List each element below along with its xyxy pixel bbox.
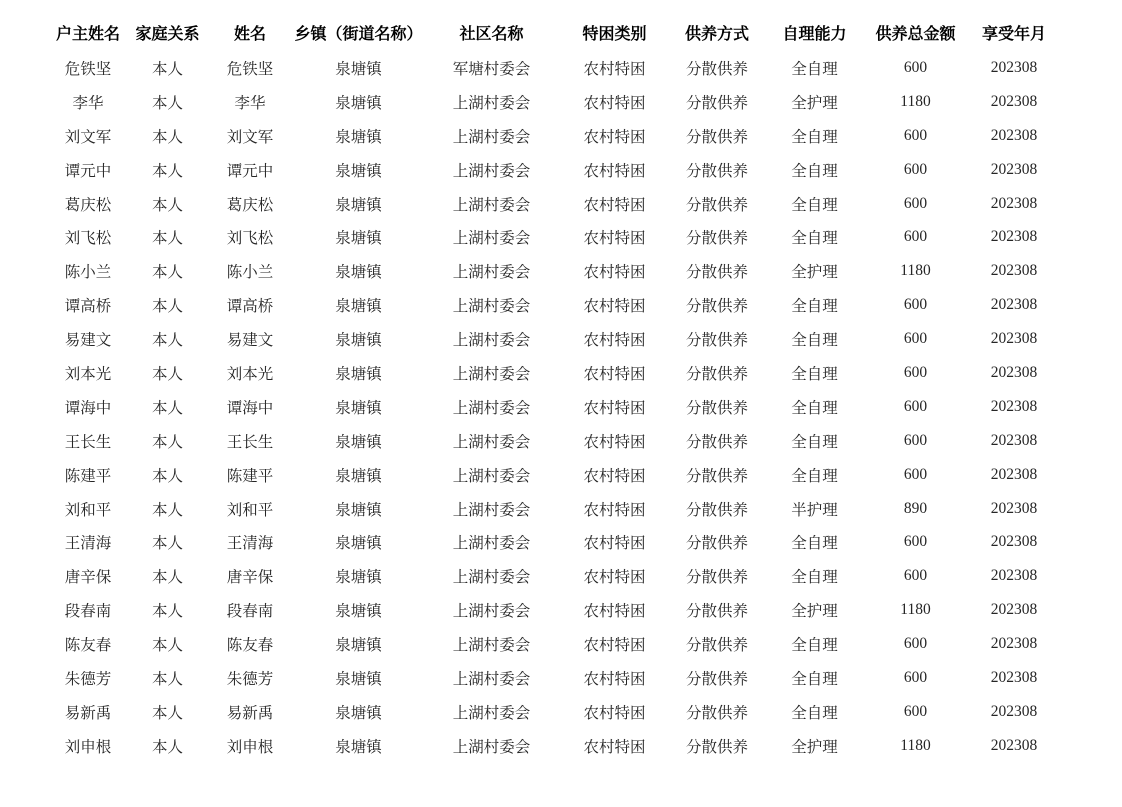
cell-benefit-year-month: 202308: [990, 262, 1038, 280]
cell-total-support-amount: 600: [903, 431, 928, 449]
cell-township: 泉塘镇: [335, 60, 382, 78]
cell-poverty-category: 农村特困: [583, 298, 646, 316]
cell-household-head-name: 易建文: [64, 332, 112, 350]
cell-family-relation: 本人: [151, 569, 183, 587]
cell-poverty-category: 农村特困: [583, 399, 646, 417]
cell-township: 泉塘镇: [335, 399, 382, 417]
cell-self-care-ability: 全自理: [791, 196, 838, 214]
cell-family-relation: 本人: [151, 128, 183, 146]
cell-total-support-amount: 600: [903, 533, 928, 551]
cell-self-care-ability: 全自理: [791, 60, 838, 78]
cell-community-name: 上湖村委会: [452, 162, 531, 180]
cell-support-method: 分散供养: [685, 298, 748, 316]
cell-benefit-year-month: 202308: [990, 397, 1038, 415]
cell-community-name: 上湖村委会: [452, 264, 531, 282]
cell-self-care-ability: 全自理: [791, 399, 838, 417]
cell-total-support-amount: 600: [903, 397, 928, 415]
cell-household-head-name: 唐辛保: [64, 569, 112, 587]
cell-household-head-name: 王清海: [64, 535, 112, 553]
cell-total-support-amount: 1180: [900, 92, 931, 110]
table-row: [47, 390, 1061, 424]
cell-person-name: 刘申根: [226, 738, 274, 756]
cell-person-name: 谭海中: [226, 399, 274, 417]
cell-benefit-year-month: 202308: [990, 431, 1038, 449]
column-header-poverty-category: 特困类别: [582, 26, 647, 43]
cell-family-relation: 本人: [151, 94, 183, 112]
cell-person-name: 朱德芳: [226, 670, 274, 688]
column-header-household-head-name: 户主姓名: [55, 26, 120, 43]
table-row: [47, 119, 1061, 153]
cell-total-support-amount: 600: [903, 194, 928, 212]
table-row: [47, 288, 1061, 322]
cell-poverty-category: 农村特困: [583, 196, 646, 214]
cell-poverty-category: 农村特困: [583, 128, 646, 146]
cell-benefit-year-month: 202308: [990, 296, 1038, 314]
cell-benefit-year-month: 202308: [990, 702, 1038, 720]
table-row: [47, 559, 1061, 593]
cell-community-name: 上湖村委会: [452, 569, 531, 587]
cell-township: 泉塘镇: [335, 467, 382, 485]
cell-household-head-name: 陈小兰: [64, 264, 112, 282]
cell-support-method: 分散供养: [685, 230, 748, 248]
cell-township: 泉塘镇: [335, 94, 382, 112]
cell-township: 泉塘镇: [335, 162, 382, 180]
cell-household-head-name: 易新禹: [64, 704, 112, 722]
special-hardship-benefits-table: [47, 14, 1061, 763]
cell-self-care-ability: 半护理: [791, 501, 838, 519]
cell-family-relation: 本人: [151, 535, 183, 553]
table-row: [47, 424, 1061, 458]
cell-poverty-category: 农村特困: [583, 603, 646, 621]
cell-household-head-name: 危铁坚: [64, 60, 112, 78]
table-row: [47, 458, 1061, 492]
cell-township: 泉塘镇: [335, 738, 382, 756]
table-row: [47, 322, 1061, 356]
cell-support-method: 分散供养: [685, 670, 748, 688]
cell-benefit-year-month: 202308: [990, 465, 1038, 483]
cell-support-method: 分散供养: [685, 738, 748, 756]
table-row: [47, 51, 1061, 85]
cell-family-relation: 本人: [151, 738, 183, 756]
cell-total-support-amount: 600: [903, 126, 928, 144]
cell-total-support-amount: 600: [903, 702, 928, 720]
cell-household-head-name: 段春南: [64, 603, 112, 621]
cell-household-head-name: 陈友春: [64, 637, 112, 655]
table-row: [47, 729, 1061, 763]
table-row: [47, 695, 1061, 729]
cell-self-care-ability: 全护理: [791, 264, 838, 282]
cell-support-method: 分散供养: [685, 569, 748, 587]
cell-self-care-ability: 全自理: [791, 535, 838, 553]
cell-poverty-category: 农村特困: [583, 670, 646, 688]
cell-poverty-category: 农村特困: [583, 704, 646, 722]
cell-community-name: 上湖村委会: [452, 128, 531, 146]
table-row: [47, 661, 1061, 695]
cell-township: 泉塘镇: [335, 365, 382, 383]
column-header-person-name: 姓名: [233, 26, 266, 43]
cell-household-head-name: 谭元中: [64, 162, 112, 180]
cell-community-name: 上湖村委会: [452, 332, 531, 350]
cell-total-support-amount: 600: [903, 228, 928, 246]
cell-household-head-name: 王长生: [64, 433, 112, 451]
cell-household-head-name: 刘飞松: [64, 230, 112, 248]
cell-benefit-year-month: 202308: [990, 736, 1038, 754]
cell-community-name: 上湖村委会: [452, 704, 531, 722]
table-header: [47, 14, 1061, 51]
cell-self-care-ability: 全护理: [791, 738, 838, 756]
table-row: [47, 627, 1061, 661]
cell-person-name: 易建文: [226, 332, 274, 350]
cell-benefit-year-month: 202308: [990, 92, 1038, 110]
cell-benefit-year-month: 202308: [990, 58, 1038, 76]
cell-total-support-amount: 890: [903, 499, 928, 517]
cell-family-relation: 本人: [151, 365, 183, 383]
table-header-row: [47, 14, 1061, 51]
cell-community-name: 军塘村委会: [452, 60, 531, 78]
cell-poverty-category: 农村特困: [583, 94, 646, 112]
cell-family-relation: 本人: [151, 467, 183, 485]
cell-poverty-category: 农村特困: [583, 332, 646, 350]
cell-township: 泉塘镇: [335, 264, 382, 282]
cell-person-name: 陈小兰: [226, 264, 274, 282]
table-row: [47, 492, 1061, 526]
cell-support-method: 分散供养: [685, 94, 748, 112]
cell-household-head-name: 刘申根: [64, 738, 112, 756]
cell-poverty-category: 农村特困: [583, 501, 646, 519]
column-header-community-name: 社区名称: [459, 26, 524, 43]
cell-total-support-amount: 600: [903, 635, 928, 653]
cell-township: 泉塘镇: [335, 535, 382, 553]
cell-township: 泉塘镇: [335, 603, 382, 621]
cell-poverty-category: 农村特困: [583, 467, 646, 485]
cell-household-head-name: 朱德芳: [64, 670, 112, 688]
cell-poverty-category: 农村特困: [583, 738, 646, 756]
cell-family-relation: 本人: [151, 60, 183, 78]
cell-township: 泉塘镇: [335, 501, 382, 519]
column-header-township: 乡镇（街道名称）: [294, 26, 423, 43]
cell-person-name: 葛庆松: [226, 196, 274, 214]
cell-township: 泉塘镇: [335, 332, 382, 350]
cell-support-method: 分散供养: [685, 704, 748, 722]
cell-community-name: 上湖村委会: [452, 467, 531, 485]
cell-community-name: 上湖村委会: [452, 94, 531, 112]
cell-household-head-name: 陈建平: [64, 467, 112, 485]
cell-person-name: 陈建平: [226, 467, 274, 485]
cell-township: 泉塘镇: [335, 433, 382, 451]
cell-person-name: 易新禹: [226, 704, 274, 722]
column-header-support-method: 供养方式: [684, 26, 749, 43]
cell-poverty-category: 农村特困: [583, 569, 646, 587]
cell-benefit-year-month: 202308: [990, 126, 1038, 144]
cell-family-relation: 本人: [151, 704, 183, 722]
cell-township: 泉塘镇: [335, 569, 382, 587]
cell-self-care-ability: 全护理: [791, 603, 838, 621]
cell-household-head-name: 葛庆松: [64, 196, 112, 214]
cell-family-relation: 本人: [151, 298, 183, 316]
cell-poverty-category: 农村特困: [583, 535, 646, 553]
cell-self-care-ability: 全自理: [791, 467, 838, 485]
cell-total-support-amount: 600: [903, 58, 928, 76]
table-row: [47, 525, 1061, 559]
cell-family-relation: 本人: [151, 433, 183, 451]
cell-township: 泉塘镇: [335, 230, 382, 248]
cell-person-name: 陈友春: [226, 637, 274, 655]
cell-total-support-amount: 600: [903, 363, 928, 381]
cell-family-relation: 本人: [151, 670, 183, 688]
cell-self-care-ability: 全自理: [791, 704, 838, 722]
cell-person-name: 危铁坚: [226, 60, 274, 78]
cell-family-relation: 本人: [151, 162, 183, 180]
cell-benefit-year-month: 202308: [990, 228, 1038, 246]
cell-benefit-year-month: 202308: [990, 194, 1038, 212]
cell-community-name: 上湖村委会: [452, 637, 531, 655]
cell-household-head-name: 刘文军: [64, 128, 112, 146]
cell-poverty-category: 农村特困: [583, 60, 646, 78]
table-row: [47, 153, 1061, 187]
cell-total-support-amount: 600: [903, 160, 928, 178]
table-row: [47, 187, 1061, 221]
cell-household-head-name: 谭海中: [64, 399, 112, 417]
cell-benefit-year-month: 202308: [990, 601, 1038, 619]
cell-community-name: 上湖村委会: [452, 738, 531, 756]
cell-self-care-ability: 全自理: [791, 637, 838, 655]
cell-support-method: 分散供养: [685, 264, 748, 282]
cell-township: 泉塘镇: [335, 637, 382, 655]
cell-support-method: 分散供养: [685, 162, 748, 180]
column-header-total-support-amount: 供养总金额: [875, 26, 956, 43]
cell-person-name: 刘文军: [226, 128, 274, 146]
cell-person-name: 王长生: [226, 433, 274, 451]
cell-community-name: 上湖村委会: [452, 399, 531, 417]
cell-community-name: 上湖村委会: [452, 298, 531, 316]
cell-poverty-category: 农村特困: [583, 365, 646, 383]
cell-township: 泉塘镇: [335, 128, 382, 146]
cell-support-method: 分散供养: [685, 196, 748, 214]
cell-self-care-ability: 全护理: [791, 94, 838, 112]
document-page: [0, 14, 1122, 807]
cell-family-relation: 本人: [151, 196, 183, 214]
cell-poverty-category: 农村特困: [583, 230, 646, 248]
cell-household-head-name: 刘本光: [64, 365, 112, 383]
cell-self-care-ability: 全自理: [791, 230, 838, 248]
cell-total-support-amount: 600: [903, 330, 928, 348]
cell-person-name: 刘飞松: [226, 230, 274, 248]
cell-total-support-amount: 1180: [900, 736, 931, 754]
cell-community-name: 上湖村委会: [452, 535, 531, 553]
cell-community-name: 上湖村委会: [452, 365, 531, 383]
table-row: [47, 356, 1061, 390]
table-row: [47, 593, 1061, 627]
cell-family-relation: 本人: [151, 603, 183, 621]
cell-household-head-name: 刘和平: [64, 501, 112, 519]
column-header-family-relation: 家庭关系: [135, 26, 200, 43]
cell-family-relation: 本人: [151, 501, 183, 519]
cell-support-method: 分散供养: [685, 128, 748, 146]
cell-total-support-amount: 600: [903, 465, 928, 483]
cell-poverty-category: 农村特困: [583, 162, 646, 180]
cell-benefit-year-month: 202308: [990, 635, 1038, 653]
cell-family-relation: 本人: [151, 230, 183, 248]
cell-family-relation: 本人: [151, 332, 183, 350]
cell-person-name: 刘本光: [226, 365, 274, 383]
table-row: [47, 85, 1061, 119]
cell-person-name: 李华: [234, 94, 266, 112]
cell-household-head-name: 李华: [72, 94, 104, 112]
cell-person-name: 刘和平: [226, 501, 274, 519]
cell-community-name: 上湖村委会: [452, 501, 531, 519]
cell-total-support-amount: 600: [903, 668, 928, 686]
cell-support-method: 分散供养: [685, 603, 748, 621]
cell-self-care-ability: 全自理: [791, 365, 838, 383]
cell-community-name: 上湖村委会: [452, 433, 531, 451]
cell-total-support-amount: 1180: [900, 601, 931, 619]
cell-benefit-year-month: 202308: [990, 533, 1038, 551]
cell-total-support-amount: 1180: [900, 262, 931, 280]
column-header-benefit-year-month: 享受年月: [981, 26, 1046, 43]
column-header-self-care-ability: 自理能力: [782, 26, 847, 43]
cell-person-name: 谭元中: [226, 162, 274, 180]
table-body: [47, 51, 1061, 763]
cell-benefit-year-month: 202308: [990, 160, 1038, 178]
cell-support-method: 分散供养: [685, 60, 748, 78]
cell-community-name: 上湖村委会: [452, 670, 531, 688]
cell-support-method: 分散供养: [685, 535, 748, 553]
cell-support-method: 分散供养: [685, 637, 748, 655]
cell-township: 泉塘镇: [335, 196, 382, 214]
cell-self-care-ability: 全自理: [791, 128, 838, 146]
cell-support-method: 分散供养: [685, 399, 748, 417]
cell-self-care-ability: 全自理: [791, 670, 838, 688]
cell-benefit-year-month: 202308: [990, 567, 1038, 585]
cell-benefit-year-month: 202308: [990, 363, 1038, 381]
cell-township: 泉塘镇: [335, 670, 382, 688]
cell-poverty-category: 农村特困: [583, 264, 646, 282]
table-row: [47, 254, 1061, 288]
cell-benefit-year-month: 202308: [990, 499, 1038, 517]
cell-self-care-ability: 全自理: [791, 332, 838, 350]
cell-community-name: 上湖村委会: [452, 196, 531, 214]
cell-benefit-year-month: 202308: [990, 668, 1038, 686]
cell-family-relation: 本人: [151, 399, 183, 417]
table-row: [47, 220, 1061, 254]
cell-support-method: 分散供养: [685, 332, 748, 350]
cell-total-support-amount: 600: [903, 567, 928, 585]
cell-community-name: 上湖村委会: [452, 603, 531, 621]
cell-family-relation: 本人: [151, 264, 183, 282]
cell-poverty-category: 农村特困: [583, 433, 646, 451]
cell-poverty-category: 农村特困: [583, 637, 646, 655]
cell-support-method: 分散供养: [685, 501, 748, 519]
cell-self-care-ability: 全自理: [791, 569, 838, 587]
cell-total-support-amount: 600: [903, 296, 928, 314]
cell-community-name: 上湖村委会: [452, 230, 531, 248]
cell-benefit-year-month: 202308: [990, 330, 1038, 348]
cell-support-method: 分散供养: [685, 433, 748, 451]
cell-self-care-ability: 全自理: [791, 162, 838, 180]
cell-township: 泉塘镇: [335, 298, 382, 316]
cell-person-name: 王清海: [226, 535, 274, 553]
cell-household-head-name: 谭高桥: [64, 298, 112, 316]
cell-township: 泉塘镇: [335, 704, 382, 722]
cell-self-care-ability: 全自理: [791, 298, 838, 316]
cell-self-care-ability: 全自理: [791, 433, 838, 451]
cell-support-method: 分散供养: [685, 467, 748, 485]
cell-family-relation: 本人: [151, 637, 183, 655]
cell-person-name: 谭高桥: [226, 298, 274, 316]
cell-person-name: 唐辛保: [226, 569, 274, 587]
cell-support-method: 分散供养: [685, 365, 748, 383]
cell-person-name: 段春南: [226, 603, 274, 621]
